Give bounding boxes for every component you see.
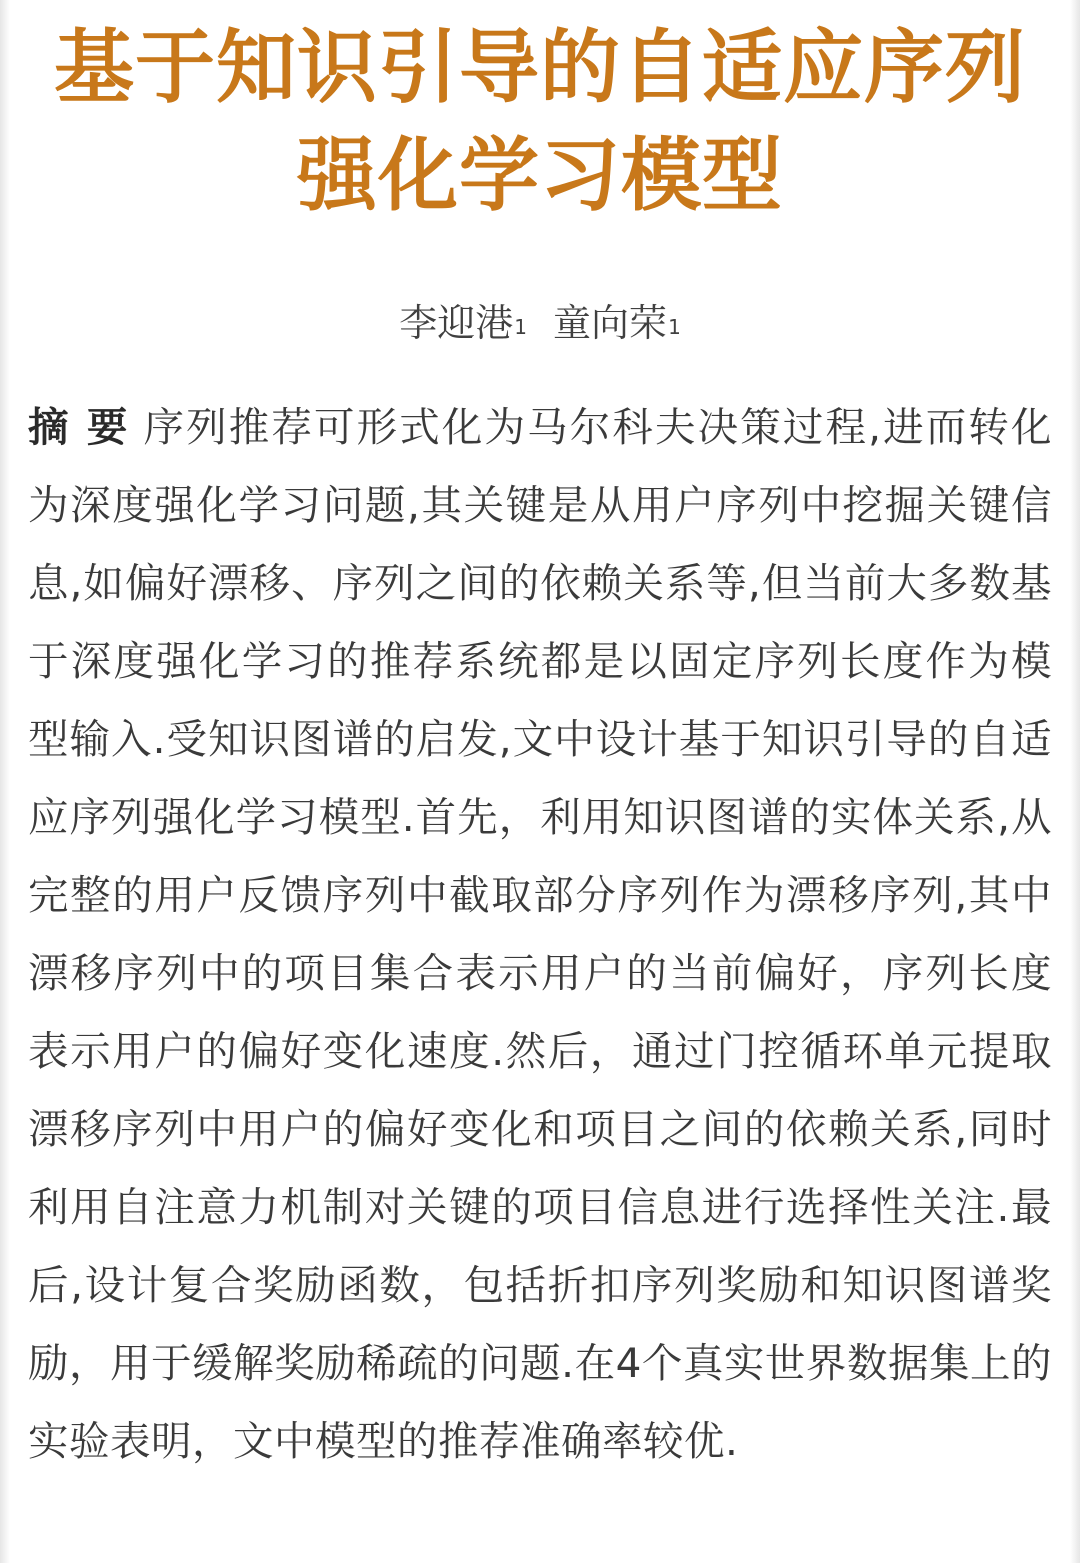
paper-title: 基于知识引导的自适应序列强化学习模型 xyxy=(54,21,1026,222)
author-name: 童向荣 xyxy=(553,301,668,345)
page-edge-left xyxy=(0,0,10,1563)
affiliation-mark: 1 xyxy=(668,315,681,339)
author-2 xyxy=(553,301,681,345)
author-list xyxy=(0,296,1080,350)
author-name: 李迎港 xyxy=(399,301,514,345)
abstract-text: 序列推荐可形式化为马尔科夫决策过程,进而转化为深度强化学习问题,其关键是从用户序列中挖掘关键信息,如偏好漂移、序列之间的依赖关系等,但当前大多数基于深度强化学习的推荐系统都是以固定序列长度作为模型输入.受知识图谱的启发,文中设计基于知识引导的自适应序列强化学习模型.首先，利用知识图谱的实体关系,从完整的用户反馈序列中截取部分序列作为漂移序列,其中漂移序列中的项目集合表示用户的当前偏好，序列长度表示用户的偏好变化速度.然后，通过门控循环单元提取漂移序列中用户的偏好变化和项目之间的依赖关系,同时利用自注意力机制对关键的项目信息进行选择性关注.最后,设计复合奖励函数，包括折扣序列奖励和知识图谱奖励，用于缓解奖励稀疏的问题.在4个真实世界数据集上的实验表明，文中模型的推荐准确率较优. xyxy=(28,403,1052,1465)
author-1 xyxy=(399,301,527,345)
affiliation-mark: 1 xyxy=(514,315,527,339)
page-edge-right xyxy=(1070,0,1080,1563)
abstract-label: 摘 要 xyxy=(28,403,130,451)
abstract-paragraph xyxy=(28,388,1052,1480)
